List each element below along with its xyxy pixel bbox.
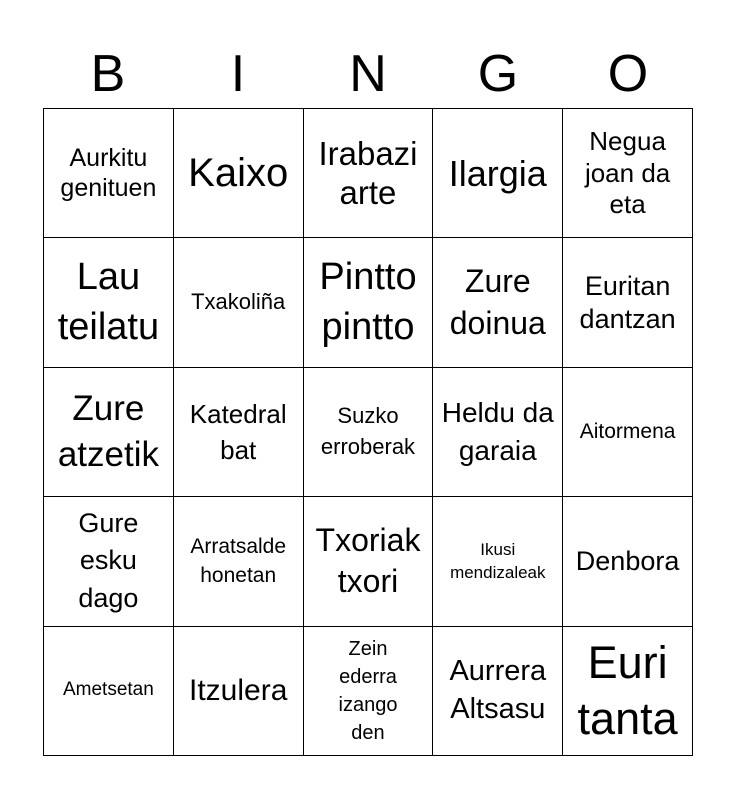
bingo-cell[interactable]: Zure doinua [433,238,563,367]
bingo-cell[interactable]: Txoriak txori [304,497,434,626]
bingo-cell[interactable]: Katedral bat [174,368,304,497]
bingo-cell[interactable]: Txakoliña [174,238,304,367]
bingo-cell[interactable]: Ilargia [433,109,563,238]
bingo-cell[interactable]: Pintto pintto [304,238,434,367]
bingo-cell[interactable]: Kaixo [174,109,304,238]
bingo-cell[interactable]: Itzulera [174,627,304,756]
bingo-cell[interactable]: Zure atzetik [44,368,174,497]
bingo-cell[interactable]: Aitormena [563,368,693,497]
bingo-cell[interactable]: Euri tanta [563,627,693,756]
bingo-cell[interactable]: Zein ederra izango den [304,627,434,756]
bingo-cell[interactable]: Gure esku dago [44,497,174,626]
header-letter-g: G [477,45,519,103]
bingo-cell[interactable]: Denbora [563,497,693,626]
bingo-cell[interactable]: Negua joan da eta [563,109,693,238]
header-letter-b: B [90,45,126,103]
bingo-header [43,40,693,108]
header-letter-o: O [607,45,649,103]
bingo-cell[interactable]: Euritan dantzan [563,238,693,367]
bingo-cell[interactable]: Suzko erroberak [304,368,434,497]
bingo-cell[interactable]: Ametsetan [44,627,174,756]
bingo-cell[interactable]: Lau teilatu [44,238,174,367]
bingo-cell[interactable]: Aurkitu genituen [44,109,174,238]
bingo-cell[interactable]: Heldu da garaia [433,368,563,497]
bingo-cell[interactable]: Aurrera Altsasu [433,627,563,756]
header-letter-n: N [349,45,387,103]
bingo-card [43,108,693,756]
bingo-cell[interactable]: Arratsalde honetan [174,497,304,626]
bingo-cell[interactable]: Irabazi arte [304,109,434,238]
bingo-cell[interactable]: Ikusi mendizaleak [433,497,563,626]
header-letter-i: I [230,45,246,103]
